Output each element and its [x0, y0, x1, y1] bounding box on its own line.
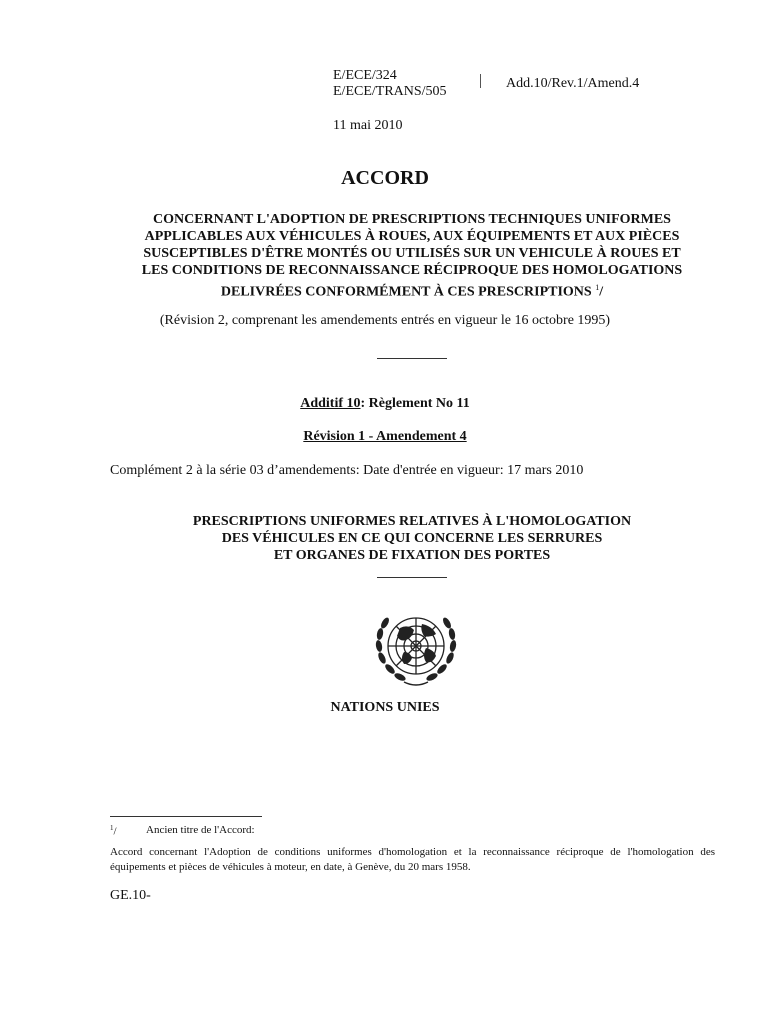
- agreement-title: ACCORD: [341, 167, 429, 189]
- symbol-1: E/ECE/324: [333, 68, 397, 83]
- regulation-title-line-2: DES VÉHICULES EN CE QUI CONCERNE LES SERRURES: [221, 531, 603, 546]
- complement-line: Complément 2 à la série 03 d’amendements: Date d'entrée en vigueur: 17 mars 2010: [110, 463, 584, 478]
- footnote-separator: [110, 816, 262, 817]
- regulation-title-line-3: ET ORGANES DE FIXATION DES PORTES: [273, 548, 551, 563]
- additif-label: Additif 10: [300, 396, 361, 411]
- subtitle-line-5-text: DELIVRÉES CONFORMÉMENT À CES PRESCRIPTIONS: [220, 284, 592, 300]
- divider: [377, 358, 447, 359]
- addendum-reference: Add.10/Rev.1/Amend.4: [506, 76, 640, 91]
- divider: [377, 577, 447, 578]
- regulation-title-line-1: PRESCRIPTIONS UNIFORMES RELATIVES À L'HOMOLOGATION: [192, 514, 632, 529]
- footnote-text: Accord concernant l'Adoption de conditions uniformes d'homologation et la reconnaissance réciproque de l'homologation des équipements et pièces de véhicules à moteur, en date, à Genève, du 20 mars 1958.: [110, 846, 715, 873]
- footnote-title: Ancien titre de l'Accord:: [146, 824, 255, 836]
- subtitle-line-3: SUSCEPTIBLES D'ÊTRE MONTÉS OU UTILISÉS SUR UN VEHICULE À ROUES ET: [143, 246, 681, 261]
- subtitle-line-5: [100, 279, 724, 301]
- additif-regulation: : Règlement No 11: [360, 396, 470, 411]
- footnote-reference-suffix: /: [599, 284, 604, 300]
- un-emblem-icon: [370, 608, 462, 690]
- symbol-2: E/ECE/TRANS/505: [333, 84, 447, 99]
- job-number: GE.10-: [110, 888, 151, 903]
- revision-note: (Révision 2, comprenant les amendements entrés en vigueur le 16 octobre 1995): [159, 313, 611, 328]
- footnote-reference[interactable]: 1: [595, 283, 600, 292]
- document-symbols: [333, 68, 447, 100]
- footnote-marker: [110, 824, 117, 838]
- subtitle-line-2: APPLICABLES AUX VÉHICULES À ROUES, AUX ÉQUIPEMENTS ET AUX PIÈCES: [144, 229, 680, 244]
- footnote-marker-suffix: /: [113, 825, 117, 838]
- revision-amendment-heading: Révision 1 - Amendement 4: [303, 429, 467, 444]
- subtitle-line-1: CONCERNANT L'ADOPTION DE PRESCRIPTIONS TECHNIQUES UNIFORMES: [153, 212, 671, 227]
- additif-heading: [0, 396, 770, 412]
- footnote-marker-number: 1: [110, 824, 114, 832]
- symbol-separator: [480, 74, 481, 88]
- subtitle-line-4: LES CONDITIONS DE RECONNAISSANCE RÉCIPROQUE DES HOMOLOGATIONS: [141, 263, 683, 278]
- agreement-subtitle: [100, 211, 724, 301]
- regulation-title: [100, 513, 724, 564]
- organization-name: NATIONS UNIES: [330, 700, 440, 715]
- document-date: 11 mai 2010: [333, 118, 403, 133]
